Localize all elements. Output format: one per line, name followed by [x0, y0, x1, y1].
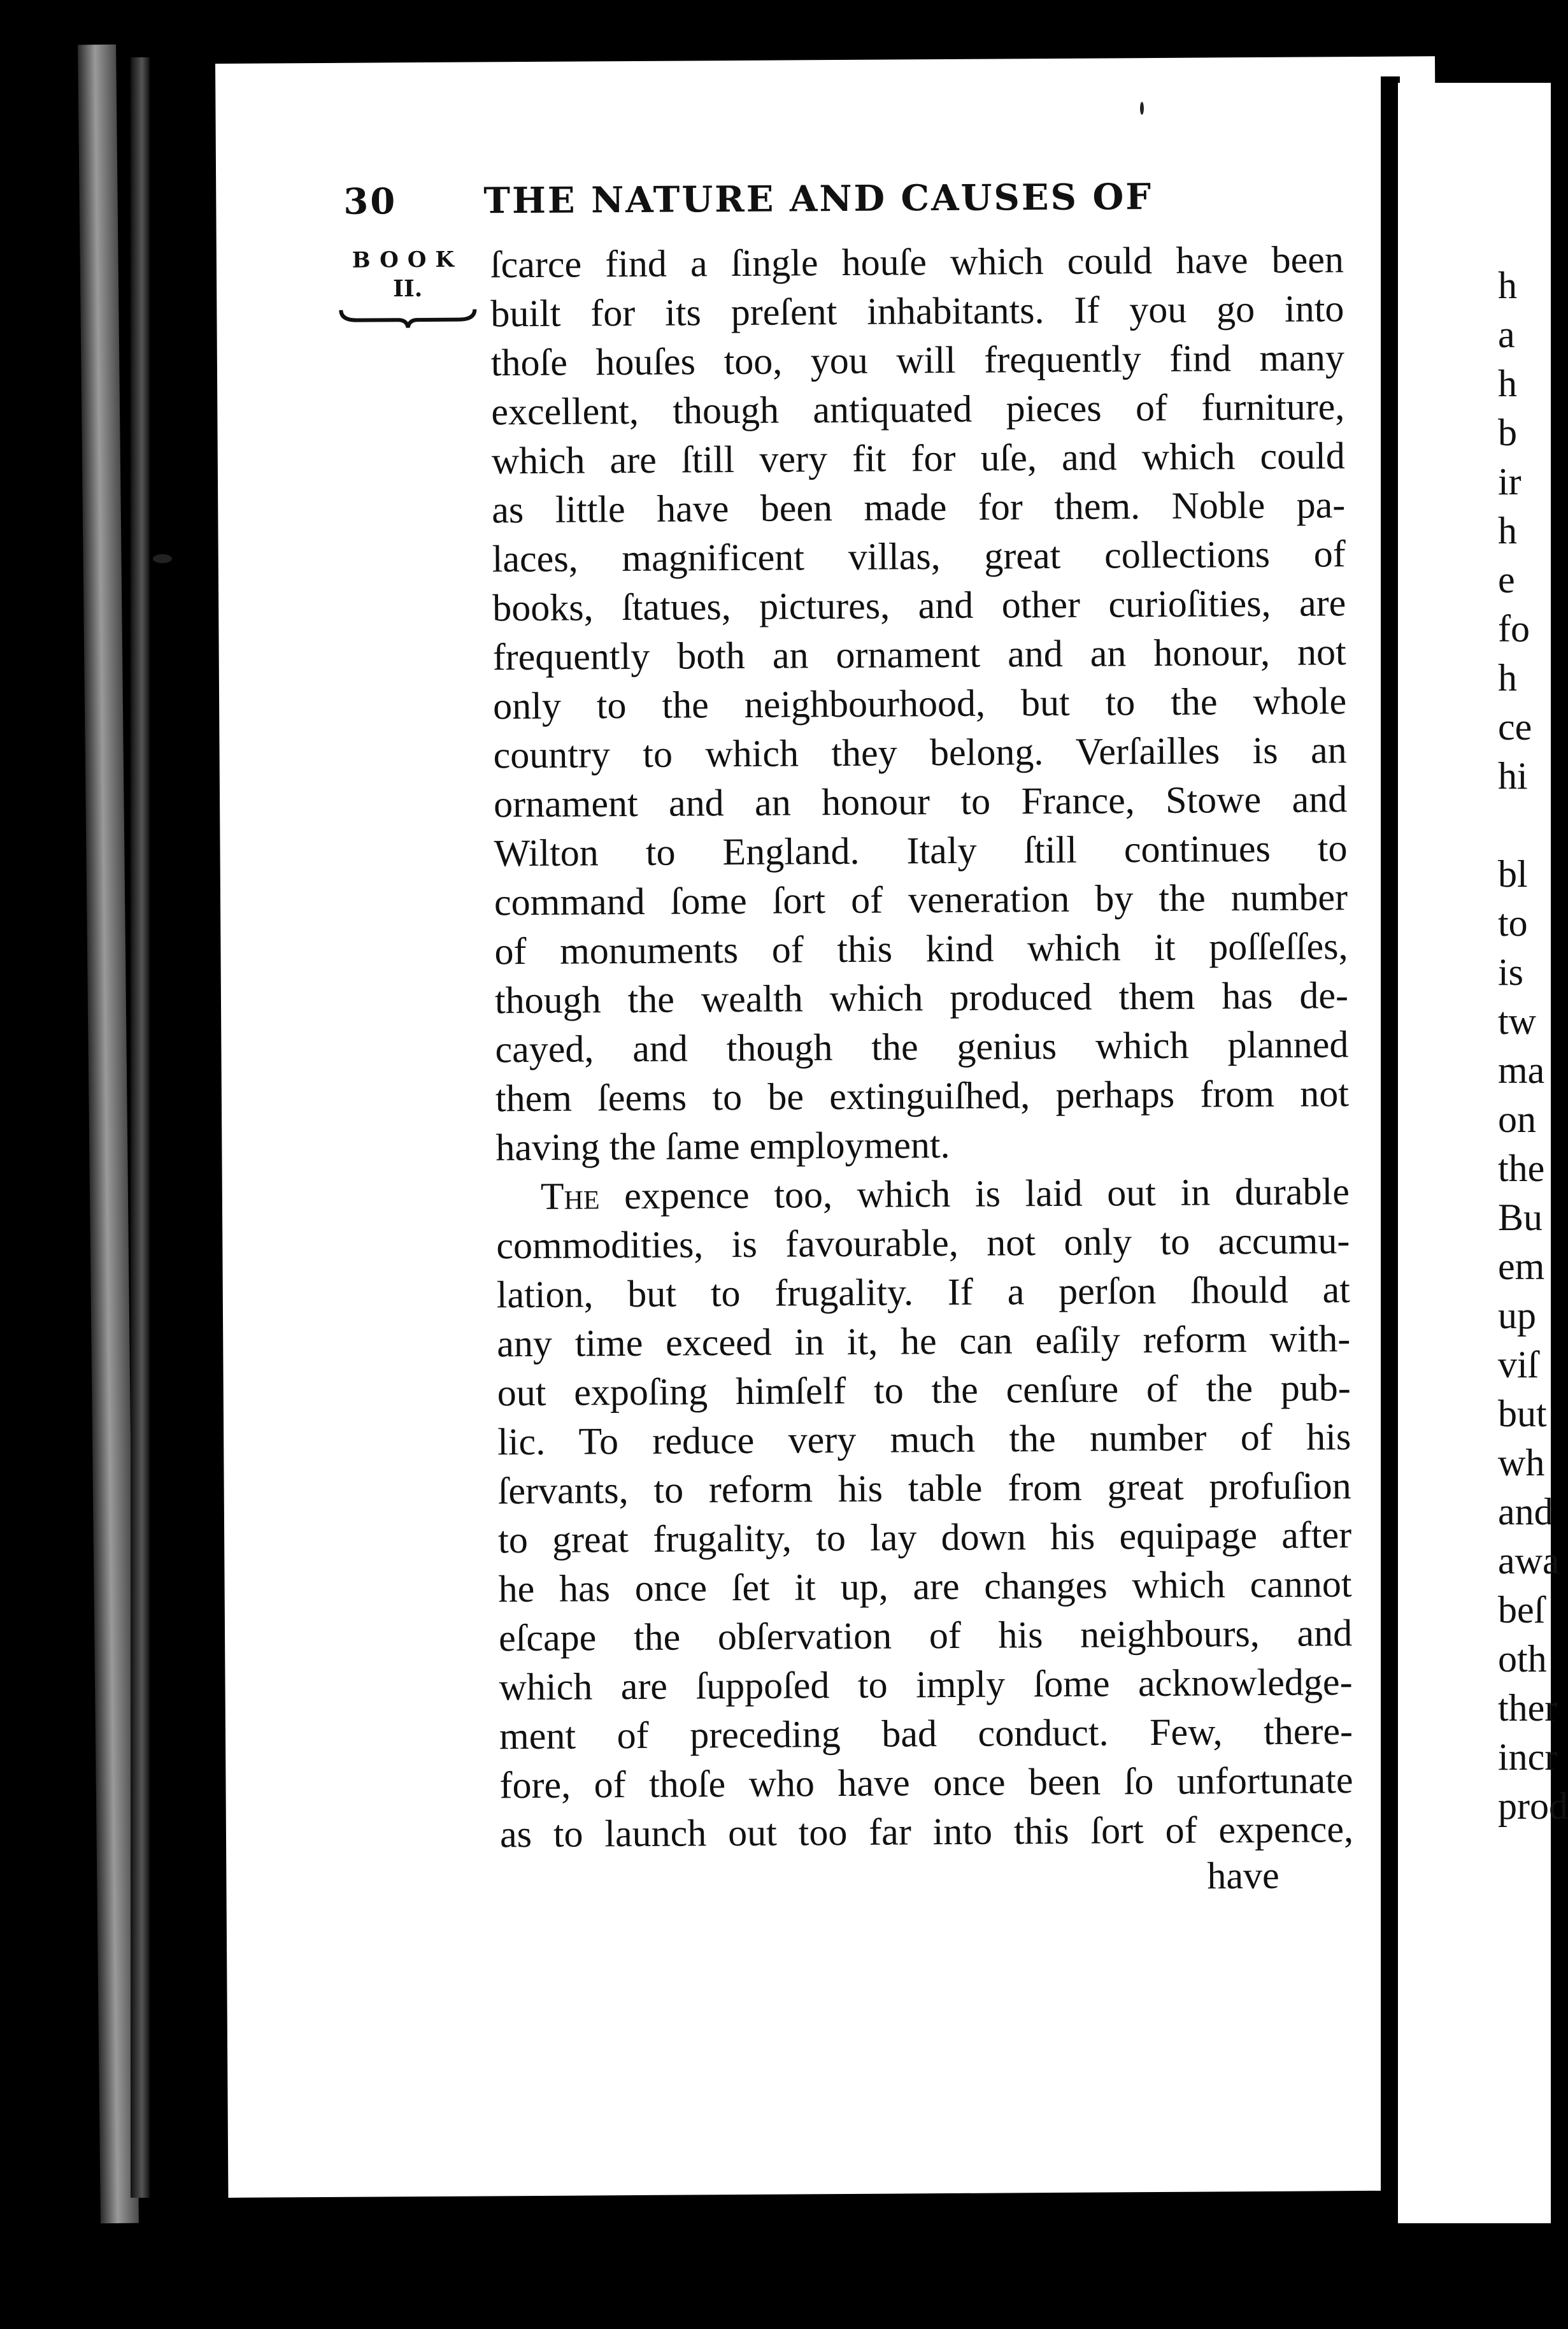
text-line: laces, magnificent villas, great collections of — [492, 533, 1346, 580]
facing-fragment: Bu — [1498, 1196, 1543, 1238]
text-line: as little have been made for them. Noble pa- — [492, 484, 1346, 531]
margin-brace — [338, 304, 478, 330]
facing-fragment: prod — [1498, 1785, 1568, 1827]
text-line: commodities, is favourable, not only to accumu- — [496, 1219, 1350, 1267]
catchword: have — [1207, 1854, 1279, 1897]
facing-fragment: up — [1498, 1294, 1536, 1336]
facing-fragment: on — [1498, 1098, 1536, 1140]
text-line: as to launch out too far into this ſort of expence, — [499, 1808, 1354, 1856]
margin-note — [344, 247, 472, 303]
page-number: 30 — [343, 180, 397, 223]
facing-fragment: ce — [1498, 706, 1532, 748]
facing-fragment: beſ — [1498, 1589, 1545, 1631]
facing-fragment: awa — [1498, 1540, 1560, 1582]
facing-fragment: the — [1498, 1147, 1545, 1189]
facing-fragment: bl — [1498, 853, 1528, 895]
ink-speck — [1140, 102, 1144, 115]
text-line: to great frugality, to lay down his equipage after — [497, 1514, 1352, 1561]
text-line: which are ſuppoſed to imply ſome acknowledge- — [499, 1661, 1353, 1709]
facing-fragment: ma — [1498, 1049, 1545, 1091]
text-line: ment of preceding bad conduct. Few, there- — [499, 1710, 1353, 1758]
facing-fragment: viſ — [1498, 1344, 1539, 1386]
facing-fragment: hi — [1498, 755, 1528, 797]
facing-fragment — [1498, 801, 1555, 850]
text-line: frequently both an ornament and an honour, not — [492, 631, 1346, 678]
paragraph-first-line-rest: expence too, which is laid out in durable — [599, 1170, 1350, 1217]
facing-fragment: oth — [1498, 1638, 1547, 1680]
text-line: Wilton to England. Italy ſtill continues to — [494, 827, 1348, 875]
margin-book-number: II. — [392, 275, 423, 303]
facing-fragment: fo — [1498, 608, 1530, 650]
text-line: ornament and an honour to France, Stowe and — [493, 778, 1348, 826]
text-line: which are ſtill very fit for uſe, and which could — [491, 434, 1345, 482]
text-line: cayed, and though the genius which planned — [495, 1023, 1349, 1071]
text-line: out expoſing himſelf to the cenſure of the pub- — [497, 1366, 1351, 1414]
text-line: having the ſame employment. — [495, 1123, 950, 1169]
text-line: he has once ſet it up, are changes which cannot — [498, 1563, 1352, 1610]
margin-book-label: BOOK — [352, 247, 464, 273]
facing-fragment: h — [1498, 264, 1517, 306]
ink-speck — [153, 554, 172, 563]
binding-edge — [131, 57, 150, 2198]
running-title: THE NATURE AND CAUSES OF — [483, 176, 1153, 222]
text-line: command ſome ſort of veneration by the number — [494, 876, 1348, 924]
text-line: thoſe houſes too, you will frequently find many — [490, 336, 1345, 384]
facing-fragment: ther — [1498, 1687, 1558, 1729]
paragraph-first-line — [496, 1167, 1350, 1221]
text-line: lic. To reduce very much the number of his — [497, 1415, 1351, 1463]
text-line: eſcape the obſervation of his neighbours, and — [498, 1612, 1353, 1659]
facing-fragment: h — [1498, 510, 1517, 552]
facing-fragment: a — [1498, 313, 1515, 355]
text-line: excellent, though antiquated pieces of furniture, — [491, 385, 1345, 433]
text-line: books, ſtatues, pictures, and other curioſities, are — [492, 582, 1346, 629]
facing-fragment: ir — [1498, 461, 1522, 503]
facing-fragment: h — [1498, 362, 1517, 405]
text-line: though the wealth which produced them has de- — [494, 974, 1349, 1022]
facing-fragment: incr — [1498, 1736, 1558, 1778]
running-head — [343, 174, 1426, 223]
facing-fragment: wh — [1498, 1442, 1545, 1484]
text-line: country to which they belong. Verſailles is an — [493, 729, 1347, 777]
facing-fragment: h — [1498, 657, 1517, 699]
facing-fragment: but — [1498, 1393, 1547, 1435]
right-gutter — [1381, 76, 1400, 2230]
text-line: any time exceed in it, he can eaſily reform with- — [497, 1317, 1351, 1365]
facing-fragment: is — [1498, 951, 1524, 993]
text-line: only to the neighbourhood, but to the whole — [492, 680, 1347, 727]
facing-fragment: tw — [1498, 1000, 1536, 1042]
text-line: of monuments of this kind which it poſſeſſes, — [494, 925, 1348, 973]
facing-fragment: and — [1498, 1491, 1553, 1533]
facing-fragment: b — [1498, 412, 1517, 454]
facing-page-text — [1498, 261, 1568, 1831]
text-line: lation, but to frugality. If a perſon ſhould at — [496, 1268, 1350, 1316]
text-line: built for its preſent inhabitants. If you go into — [490, 287, 1344, 335]
book-page — [215, 56, 1448, 2198]
paragraph-lead-word: The — [540, 1175, 600, 1217]
text-line: ſervants, to reform his table from great profuſion — [497, 1465, 1351, 1512]
binding-spine — [78, 45, 139, 2223]
text-line: them ſeems to be extinguiſhed, perhaps from not — [495, 1072, 1350, 1120]
facing-fragment: to — [1498, 902, 1528, 944]
body-text — [490, 235, 1353, 1859]
text-line: ſcarce find a ſingle houſe which could have been — [490, 238, 1344, 286]
text-line: fore, of thoſe who have once been ſo unfortunate — [499, 1759, 1353, 1807]
facing-fragment: em — [1498, 1245, 1545, 1287]
facing-fragment: e — [1498, 559, 1515, 601]
